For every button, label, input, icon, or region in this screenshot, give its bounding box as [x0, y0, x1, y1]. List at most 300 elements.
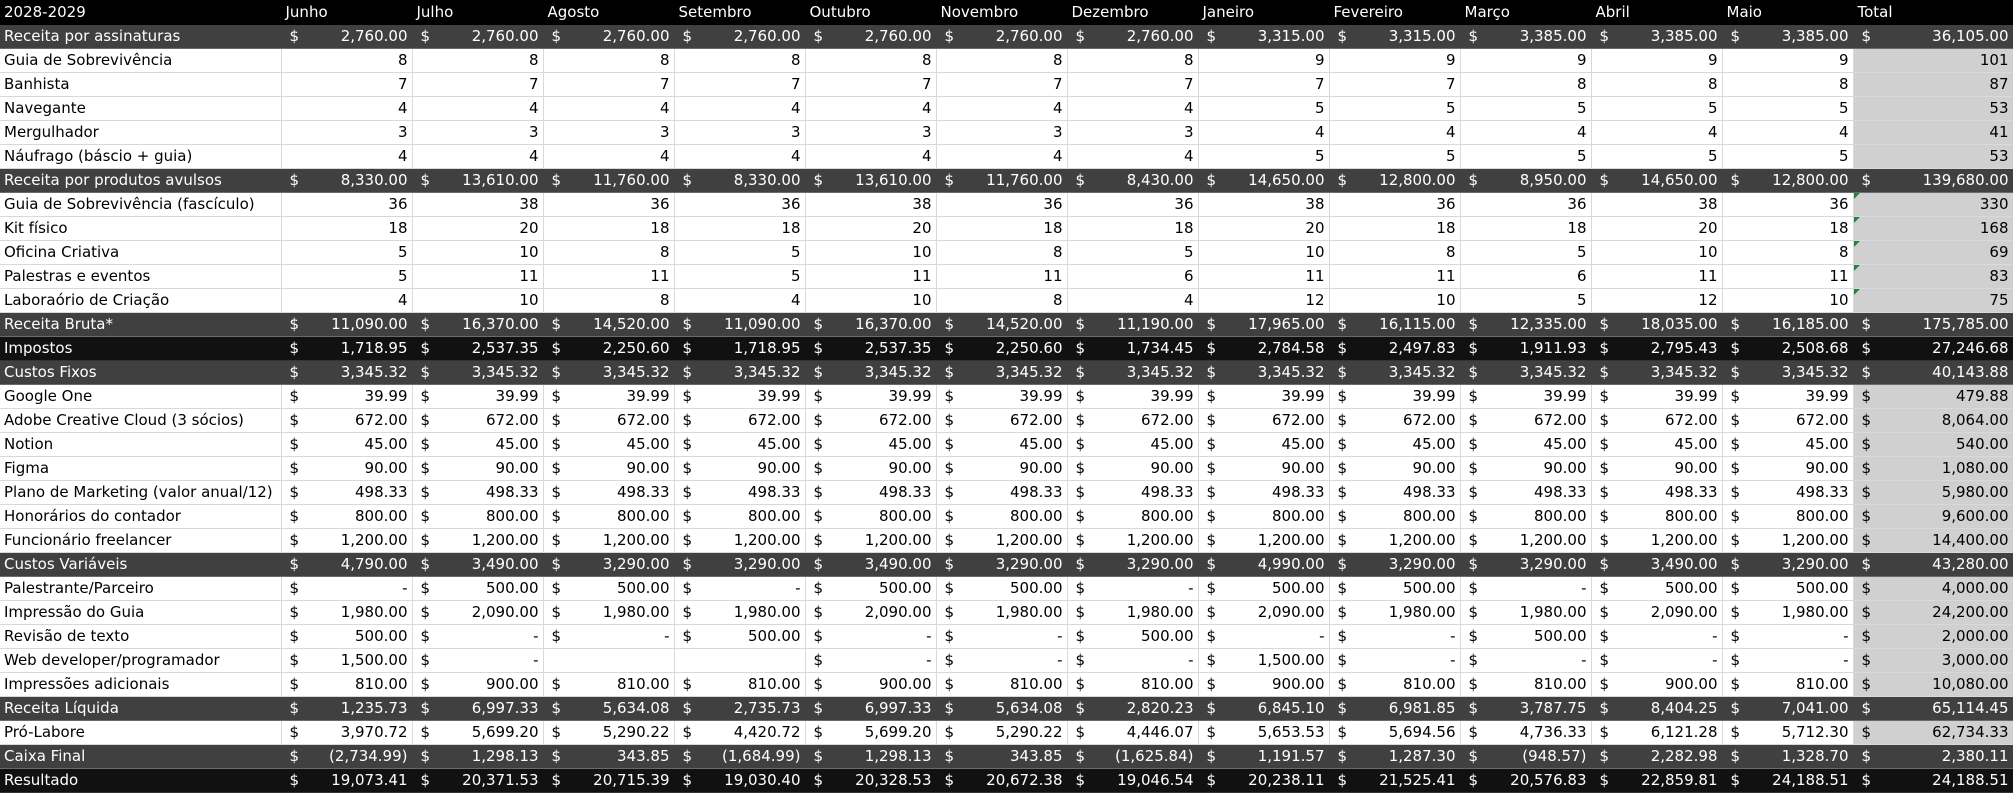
- value-cell[interactable]: [412, 576, 543, 600]
- value-cell[interactable]: [1198, 768, 1329, 792]
- value-cell[interactable]: [674, 408, 805, 432]
- row-label[interactable]: Impressão do Guia: [0, 600, 281, 624]
- value-cell[interactable]: [1198, 552, 1329, 576]
- value-cell[interactable]: [1067, 672, 1198, 696]
- value-cell[interactable]: [281, 768, 412, 792]
- value-cell[interactable]: [1722, 456, 1853, 480]
- value-cell[interactable]: [543, 504, 674, 528]
- value-cell[interactable]: 4: [805, 96, 936, 120]
- value-cell[interactable]: [674, 768, 805, 792]
- row-label[interactable]: Plano de Marketing (valor anual/12): [0, 480, 281, 504]
- value-cell[interactable]: 38: [805, 192, 936, 216]
- value-cell[interactable]: 18: [674, 216, 805, 240]
- value-cell[interactable]: [1591, 480, 1722, 504]
- total-cell[interactable]: [1853, 24, 2013, 48]
- value-cell[interactable]: 4: [543, 144, 674, 168]
- row-label[interactable]: Custos Variáveis: [0, 552, 281, 576]
- month-header[interactable]: Outubro: [805, 0, 936, 24]
- value-cell[interactable]: [1329, 600, 1460, 624]
- month-header[interactable]: Dezembro: [1067, 0, 1198, 24]
- value-cell[interactable]: 4: [805, 144, 936, 168]
- value-cell[interactable]: [1460, 384, 1591, 408]
- value-cell[interactable]: [936, 696, 1067, 720]
- value-cell[interactable]: [281, 432, 412, 456]
- value-cell[interactable]: 36: [1722, 192, 1853, 216]
- value-cell[interactable]: [412, 24, 543, 48]
- value-cell[interactable]: [805, 456, 936, 480]
- value-cell[interactable]: [1198, 432, 1329, 456]
- row-label[interactable]: Funcionário freelancer: [0, 528, 281, 552]
- value-cell[interactable]: [281, 744, 412, 768]
- value-cell[interactable]: 3: [543, 120, 674, 144]
- value-cell[interactable]: [1722, 504, 1853, 528]
- value-cell[interactable]: [674, 576, 805, 600]
- total-cell[interactable]: [1853, 696, 2013, 720]
- value-cell[interactable]: 8: [1460, 72, 1591, 96]
- value-cell[interactable]: [1722, 576, 1853, 600]
- total-cell[interactable]: 101: [1853, 48, 2013, 72]
- value-cell[interactable]: [674, 312, 805, 336]
- value-cell[interactable]: [1591, 360, 1722, 384]
- row-label[interactable]: Honorários do contador: [0, 504, 281, 528]
- value-cell[interactable]: [412, 432, 543, 456]
- value-cell[interactable]: [1722, 168, 1853, 192]
- value-cell[interactable]: [936, 360, 1067, 384]
- value-cell[interactable]: 3: [936, 120, 1067, 144]
- row-label[interactable]: Google One: [0, 384, 281, 408]
- month-header[interactable]: Janeiro: [1198, 0, 1329, 24]
- value-cell[interactable]: 20: [1198, 216, 1329, 240]
- value-cell[interactable]: [674, 672, 805, 696]
- row-label[interactable]: Revisão de texto: [0, 624, 281, 648]
- value-cell[interactable]: [936, 384, 1067, 408]
- value-cell[interactable]: [936, 600, 1067, 624]
- value-cell[interactable]: [281, 624, 412, 648]
- value-cell[interactable]: [805, 480, 936, 504]
- value-cell[interactable]: [281, 480, 412, 504]
- value-cell[interactable]: 7: [412, 72, 543, 96]
- month-header[interactable]: Abril: [1591, 0, 1722, 24]
- row-label[interactable]: Kit físico: [0, 216, 281, 240]
- value-cell[interactable]: [936, 336, 1067, 360]
- value-cell[interactable]: 4: [1329, 120, 1460, 144]
- value-cell[interactable]: 11: [1722, 264, 1853, 288]
- value-cell[interactable]: [1329, 312, 1460, 336]
- value-cell[interactable]: 8: [1722, 72, 1853, 96]
- value-cell[interactable]: [936, 528, 1067, 552]
- total-cell[interactable]: [1853, 576, 2013, 600]
- value-cell[interactable]: 18: [281, 216, 412, 240]
- total-cell[interactable]: 168: [1853, 216, 2013, 240]
- value-cell[interactable]: 36: [281, 192, 412, 216]
- value-cell[interactable]: [1460, 624, 1591, 648]
- value-cell[interactable]: [1067, 624, 1198, 648]
- value-cell[interactable]: [412, 552, 543, 576]
- value-cell[interactable]: [936, 456, 1067, 480]
- value-cell[interactable]: [1460, 360, 1591, 384]
- total-cell[interactable]: 69: [1853, 240, 2013, 264]
- value-cell[interactable]: [1460, 744, 1591, 768]
- value-cell[interactable]: [805, 576, 936, 600]
- month-header[interactable]: Novembro: [936, 0, 1067, 24]
- total-cell[interactable]: [1853, 456, 2013, 480]
- value-cell[interactable]: [936, 624, 1067, 648]
- value-cell[interactable]: [1591, 744, 1722, 768]
- value-cell[interactable]: [1198, 336, 1329, 360]
- value-cell[interactable]: 4: [674, 96, 805, 120]
- value-cell[interactable]: [1460, 648, 1591, 672]
- value-cell[interactable]: [1067, 24, 1198, 48]
- row-label[interactable]: Receita por assinaturas: [0, 24, 281, 48]
- value-cell[interactable]: 18: [1067, 216, 1198, 240]
- value-cell[interactable]: 3: [281, 120, 412, 144]
- total-cell[interactable]: [1853, 768, 2013, 792]
- value-cell[interactable]: [1329, 696, 1460, 720]
- value-cell[interactable]: 8: [1591, 72, 1722, 96]
- value-cell[interactable]: 18: [1460, 216, 1591, 240]
- value-cell[interactable]: [543, 24, 674, 48]
- value-cell[interactable]: [543, 480, 674, 504]
- month-header[interactable]: Maio: [1722, 0, 1853, 24]
- value-cell[interactable]: 4: [412, 144, 543, 168]
- value-cell[interactable]: 5: [1722, 144, 1853, 168]
- value-cell[interactable]: 10: [412, 288, 543, 312]
- value-cell[interactable]: [412, 312, 543, 336]
- value-cell[interactable]: [1329, 768, 1460, 792]
- value-cell[interactable]: [543, 600, 674, 624]
- value-cell[interactable]: [1722, 480, 1853, 504]
- value-cell[interactable]: 4: [281, 96, 412, 120]
- value-cell[interactable]: 8: [805, 48, 936, 72]
- sheet-title[interactable]: 2028-2029: [0, 0, 281, 24]
- value-cell[interactable]: [1460, 552, 1591, 576]
- row-label[interactable]: Figma: [0, 456, 281, 480]
- value-cell[interactable]: [1722, 336, 1853, 360]
- value-cell[interactable]: 11: [543, 264, 674, 288]
- value-cell[interactable]: [412, 696, 543, 720]
- value-cell[interactable]: [543, 744, 674, 768]
- value-cell[interactable]: [805, 744, 936, 768]
- value-cell[interactable]: 5: [1460, 288, 1591, 312]
- value-cell[interactable]: 11: [1329, 264, 1460, 288]
- value-cell[interactable]: 18: [936, 216, 1067, 240]
- value-cell[interactable]: 11: [412, 264, 543, 288]
- value-cell[interactable]: [1722, 744, 1853, 768]
- month-header[interactable]: Julho: [412, 0, 543, 24]
- value-cell[interactable]: 5: [1329, 144, 1460, 168]
- value-cell[interactable]: [1067, 528, 1198, 552]
- value-cell[interactable]: [1067, 504, 1198, 528]
- value-cell[interactable]: [1460, 24, 1591, 48]
- value-cell[interactable]: [1460, 672, 1591, 696]
- value-cell[interactable]: [1329, 24, 1460, 48]
- row-label[interactable]: Palestrante/Parceiro: [0, 576, 281, 600]
- total-cell[interactable]: 41: [1853, 120, 2013, 144]
- row-label[interactable]: Adobe Creative Cloud (3 sócios): [0, 408, 281, 432]
- value-cell[interactable]: [412, 336, 543, 360]
- value-cell[interactable]: [543, 672, 674, 696]
- total-cell[interactable]: [1853, 504, 2013, 528]
- value-cell[interactable]: [281, 576, 412, 600]
- value-cell[interactable]: 11: [1198, 264, 1329, 288]
- value-cell[interactable]: [543, 312, 674, 336]
- value-cell[interactable]: [1722, 384, 1853, 408]
- month-header[interactable]: Setembro: [674, 0, 805, 24]
- value-cell[interactable]: 4: [543, 96, 674, 120]
- value-cell[interactable]: [1198, 744, 1329, 768]
- value-cell[interactable]: 5: [1329, 96, 1460, 120]
- value-cell[interactable]: 4: [1722, 120, 1853, 144]
- value-cell[interactable]: 7: [543, 72, 674, 96]
- value-cell[interactable]: [674, 504, 805, 528]
- value-cell[interactable]: 7: [1198, 72, 1329, 96]
- value-cell[interactable]: 4: [674, 288, 805, 312]
- row-label[interactable]: Impostos: [0, 336, 281, 360]
- total-cell[interactable]: [1853, 600, 2013, 624]
- row-label[interactable]: Navegante: [0, 96, 281, 120]
- value-cell[interactable]: [1067, 168, 1198, 192]
- value-cell[interactable]: 5: [1460, 144, 1591, 168]
- value-cell[interactable]: [1067, 408, 1198, 432]
- value-cell[interactable]: 9: [1460, 48, 1591, 72]
- value-cell[interactable]: [1591, 768, 1722, 792]
- value-cell[interactable]: 9: [1198, 48, 1329, 72]
- value-cell[interactable]: [1722, 768, 1853, 792]
- value-cell[interactable]: [1591, 672, 1722, 696]
- value-cell[interactable]: [543, 168, 674, 192]
- value-cell[interactable]: [1067, 312, 1198, 336]
- value-cell[interactable]: 8: [1722, 240, 1853, 264]
- value-cell[interactable]: [1722, 624, 1853, 648]
- value-cell[interactable]: [412, 720, 543, 744]
- value-cell[interactable]: [936, 672, 1067, 696]
- value-cell[interactable]: [1591, 24, 1722, 48]
- value-cell[interactable]: [1198, 576, 1329, 600]
- value-cell[interactable]: [1591, 648, 1722, 672]
- value-cell[interactable]: [805, 24, 936, 48]
- value-cell[interactable]: [1198, 624, 1329, 648]
- value-cell[interactable]: [543, 456, 674, 480]
- value-cell[interactable]: 10: [1722, 288, 1853, 312]
- value-cell[interactable]: [1067, 432, 1198, 456]
- value-cell[interactable]: [1067, 384, 1198, 408]
- value-cell[interactable]: 4: [674, 144, 805, 168]
- row-label[interactable]: Receita por produtos avulsos: [0, 168, 281, 192]
- value-cell[interactable]: 8: [543, 48, 674, 72]
- value-cell[interactable]: 18: [543, 216, 674, 240]
- row-label[interactable]: Web developer/programador: [0, 648, 281, 672]
- row-label[interactable]: Caixa Final: [0, 744, 281, 768]
- month-header[interactable]: Junho: [281, 0, 412, 24]
- value-cell[interactable]: 8: [1329, 240, 1460, 264]
- value-cell[interactable]: [674, 24, 805, 48]
- value-cell[interactable]: [412, 408, 543, 432]
- value-cell[interactable]: 4: [936, 144, 1067, 168]
- row-label[interactable]: Custos Fixos: [0, 360, 281, 384]
- value-cell[interactable]: [805, 528, 936, 552]
- value-cell[interactable]: [805, 312, 936, 336]
- value-cell[interactable]: [1067, 696, 1198, 720]
- value-cell[interactable]: 4: [1198, 120, 1329, 144]
- value-cell[interactable]: 7: [805, 72, 936, 96]
- value-cell[interactable]: [1591, 624, 1722, 648]
- value-cell[interactable]: [412, 480, 543, 504]
- value-cell[interactable]: 10: [805, 288, 936, 312]
- value-cell[interactable]: 3: [805, 120, 936, 144]
- value-cell[interactable]: 5: [1067, 240, 1198, 264]
- value-cell[interactable]: 12: [1198, 288, 1329, 312]
- value-cell[interactable]: [936, 312, 1067, 336]
- value-cell[interactable]: 4: [281, 288, 412, 312]
- value-cell[interactable]: [412, 384, 543, 408]
- value-cell[interactable]: [281, 336, 412, 360]
- value-cell[interactable]: [1198, 456, 1329, 480]
- value-cell[interactable]: 8: [1067, 48, 1198, 72]
- value-cell[interactable]: 10: [1198, 240, 1329, 264]
- value-cell[interactable]: [1198, 480, 1329, 504]
- value-cell[interactable]: [1067, 456, 1198, 480]
- value-cell[interactable]: 5: [281, 264, 412, 288]
- value-cell[interactable]: [1591, 312, 1722, 336]
- value-cell[interactable]: [936, 24, 1067, 48]
- value-cell[interactable]: [1198, 672, 1329, 696]
- value-cell[interactable]: 36: [674, 192, 805, 216]
- value-cell[interactable]: [674, 696, 805, 720]
- value-cell[interactable]: 3: [412, 120, 543, 144]
- value-cell[interactable]: [805, 768, 936, 792]
- total-header[interactable]: Total: [1853, 0, 2013, 24]
- value-cell[interactable]: 18: [1329, 216, 1460, 240]
- value-cell[interactable]: 4: [1067, 96, 1198, 120]
- total-cell[interactable]: [1853, 480, 2013, 504]
- value-cell[interactable]: [1722, 600, 1853, 624]
- value-cell[interactable]: 5: [281, 240, 412, 264]
- row-label[interactable]: Pró-Labore: [0, 720, 281, 744]
- value-cell[interactable]: [1067, 480, 1198, 504]
- value-cell[interactable]: [1460, 720, 1591, 744]
- value-cell[interactable]: 8: [543, 240, 674, 264]
- value-cell[interactable]: [674, 600, 805, 624]
- row-label[interactable]: Guia de Sobrevivência: [0, 48, 281, 72]
- value-cell[interactable]: 3: [674, 120, 805, 144]
- total-cell[interactable]: [1853, 624, 2013, 648]
- value-cell[interactable]: [543, 336, 674, 360]
- value-cell[interactable]: [1198, 720, 1329, 744]
- total-cell[interactable]: 75: [1853, 288, 2013, 312]
- value-cell[interactable]: [1198, 360, 1329, 384]
- value-cell[interactable]: [1460, 408, 1591, 432]
- value-cell[interactable]: [543, 528, 674, 552]
- total-cell[interactable]: 87: [1853, 72, 2013, 96]
- value-cell[interactable]: [1067, 552, 1198, 576]
- value-cell[interactable]: [805, 360, 936, 384]
- value-cell[interactable]: [805, 408, 936, 432]
- value-cell[interactable]: [1198, 384, 1329, 408]
- value-cell[interactable]: 5: [1198, 144, 1329, 168]
- row-label[interactable]: Laboraório de Criação: [0, 288, 281, 312]
- value-cell[interactable]: [1460, 168, 1591, 192]
- value-cell[interactable]: [1067, 768, 1198, 792]
- value-cell[interactable]: [1329, 672, 1460, 696]
- total-cell[interactable]: [1853, 336, 2013, 360]
- value-cell[interactable]: [1329, 648, 1460, 672]
- value-cell[interactable]: 6: [1460, 264, 1591, 288]
- total-cell[interactable]: [1853, 168, 2013, 192]
- row-label[interactable]: Palestras e eventos: [0, 264, 281, 288]
- row-label[interactable]: Receita Bruta*: [0, 312, 281, 336]
- value-cell[interactable]: [1722, 528, 1853, 552]
- value-cell[interactable]: [805, 696, 936, 720]
- value-cell[interactable]: 11: [1591, 264, 1722, 288]
- value-cell[interactable]: 4: [1460, 120, 1591, 144]
- value-cell[interactable]: 8: [543, 288, 674, 312]
- value-cell[interactable]: [412, 768, 543, 792]
- value-cell[interactable]: [674, 336, 805, 360]
- value-cell[interactable]: [674, 360, 805, 384]
- value-cell[interactable]: [1460, 600, 1591, 624]
- value-cell[interactable]: [805, 624, 936, 648]
- value-cell[interactable]: [412, 744, 543, 768]
- value-cell[interactable]: [281, 552, 412, 576]
- value-cell[interactable]: 38: [1591, 192, 1722, 216]
- total-cell[interactable]: [1853, 528, 2013, 552]
- total-cell[interactable]: [1853, 720, 2013, 744]
- value-cell[interactable]: [805, 384, 936, 408]
- value-cell[interactable]: [543, 432, 674, 456]
- value-cell[interactable]: [1198, 168, 1329, 192]
- value-cell[interactable]: [805, 504, 936, 528]
- value-cell[interactable]: [1329, 504, 1460, 528]
- value-cell[interactable]: 8: [936, 288, 1067, 312]
- value-cell[interactable]: [936, 720, 1067, 744]
- value-cell[interactable]: [1722, 696, 1853, 720]
- value-cell[interactable]: [936, 576, 1067, 600]
- value-cell[interactable]: [281, 360, 412, 384]
- value-cell[interactable]: [1329, 432, 1460, 456]
- value-cell[interactable]: [1591, 504, 1722, 528]
- value-cell[interactable]: [1591, 600, 1722, 624]
- value-cell[interactable]: [281, 600, 412, 624]
- value-cell[interactable]: 8: [936, 48, 1067, 72]
- value-cell[interactable]: [1198, 696, 1329, 720]
- value-cell[interactable]: [674, 720, 805, 744]
- value-cell[interactable]: [543, 408, 674, 432]
- value-cell[interactable]: [543, 360, 674, 384]
- value-cell[interactable]: 5: [1591, 144, 1722, 168]
- value-cell[interactable]: [1329, 480, 1460, 504]
- total-cell[interactable]: [1853, 744, 2013, 768]
- total-cell[interactable]: 83: [1853, 264, 2013, 288]
- value-cell[interactable]: 8: [281, 48, 412, 72]
- value-cell[interactable]: [543, 384, 674, 408]
- value-cell[interactable]: [281, 720, 412, 744]
- value-cell[interactable]: [543, 576, 674, 600]
- value-cell[interactable]: [281, 456, 412, 480]
- value-cell[interactable]: [1460, 696, 1591, 720]
- value-cell[interactable]: [674, 456, 805, 480]
- value-cell[interactable]: 8: [674, 48, 805, 72]
- value-cell[interactable]: 9: [1591, 48, 1722, 72]
- value-cell[interactable]: [936, 432, 1067, 456]
- row-label[interactable]: Banhista: [0, 72, 281, 96]
- value-cell[interactable]: [674, 384, 805, 408]
- value-cell[interactable]: 36: [543, 192, 674, 216]
- value-cell[interactable]: [805, 672, 936, 696]
- value-cell[interactable]: [805, 648, 936, 672]
- value-cell[interactable]: [936, 648, 1067, 672]
- value-cell[interactable]: [674, 528, 805, 552]
- value-cell[interactable]: [1067, 576, 1198, 600]
